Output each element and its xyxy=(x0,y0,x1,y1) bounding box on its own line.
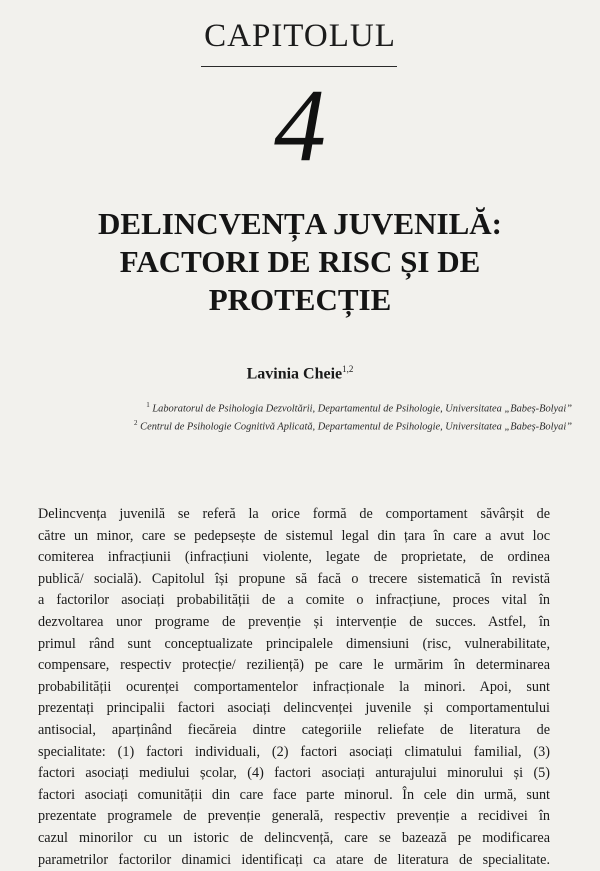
abstract-line: cazul minorilor cu un istoric de delincvență, care se bazează pe modificarea xyxy=(38,828,550,850)
abstract-line: comiterea infracțiunii (infracțiuni violente, legate de proprietate, de ordinea xyxy=(38,547,550,569)
abstract-line: specialitate: (1) factori individuali, (2) factori asociați climatului familial, (3) xyxy=(38,742,550,764)
abstract-line: parametrilor factorilor dinamici identificați ca atare de literatura de specialitate. xyxy=(38,850,550,871)
chapter-label: CAPITOLUL xyxy=(0,18,600,55)
abstract-line: compensare, respectiv protecție/ reziliență) pe care le urmărim în determinarea xyxy=(38,655,550,677)
author-name-text: Lavinia Cheie xyxy=(247,365,343,382)
abstract-line: antisocial, aparținând fiecăreia dintre categoriile reliefate de literatura de xyxy=(38,720,550,742)
abstract-line: factori asociați comunității din care face parte minorul. În cele din urmă, sunt xyxy=(38,785,550,807)
chapter-divider xyxy=(201,66,397,67)
abstract-line: prezentate programele de prevenție generală, respectiv prevenție a recidivei în xyxy=(38,806,550,828)
abstract-line: factori asociați mediului școlar, (4) factori asociați anturajului minorului și (5) xyxy=(38,763,550,785)
abstract-line: Delincvența juvenilă se referă la orice formă de comportament săvârșit de xyxy=(38,504,550,526)
abstract-line: a factorilor asociați probabilității de a comite o infracțiune, proces vital în xyxy=(38,590,550,612)
author-affiliation-markers: 1,2 xyxy=(342,364,353,374)
chapter-number: 4 xyxy=(0,74,600,178)
chapter-title-line: PROTECȚIE xyxy=(40,281,560,319)
abstract-line: publică/ socială). Capitolul își propune să facă o trecere sistematică în revistă xyxy=(38,569,550,591)
affiliation-marker: 2 xyxy=(134,419,138,427)
abstract-line: prezentați principalii factori asociați delincvenței juvenile și comportamentului xyxy=(38,698,550,720)
affiliation-text: Centrul de Psihologie Cognitivă Aplicată, Departamentul de Psihologie, Universitatea „Babeș-Bolyai” xyxy=(140,422,572,433)
author-name xyxy=(0,364,600,383)
affiliation-text: Laboratorul de Psihologia Dezvoltării, Departamentul de Psihologie, Universitatea „Babeș-Bolyai” xyxy=(152,403,572,414)
abstract-line: dezvoltarea unor programe de prevenție și intervenție de succes. Astfel, în xyxy=(38,612,550,634)
chapter-title-line: DELINCVENȚA JUVENILĂ: xyxy=(40,205,560,243)
abstract-line: probabilității ocurenței comportamentelor infracționale la minori. Apoi, sunt xyxy=(38,677,550,699)
affiliations xyxy=(30,398,572,435)
abstract-paragraph xyxy=(38,504,550,871)
chapter-title xyxy=(40,205,560,319)
chapter-title-line: FACTORI DE RISC ȘI DE xyxy=(40,243,560,281)
abstract-line: primul rând sunt conceptualizate principalele dimensiuni (risc, vulnerabilitate, xyxy=(38,634,550,656)
abstract-line: către un minor, care se pedepsește de sistemul legal din țara în care a avut loc xyxy=(38,526,550,548)
affiliation-item xyxy=(30,398,572,416)
affiliation-item xyxy=(30,416,572,434)
affiliation-marker: 1 xyxy=(146,401,150,409)
